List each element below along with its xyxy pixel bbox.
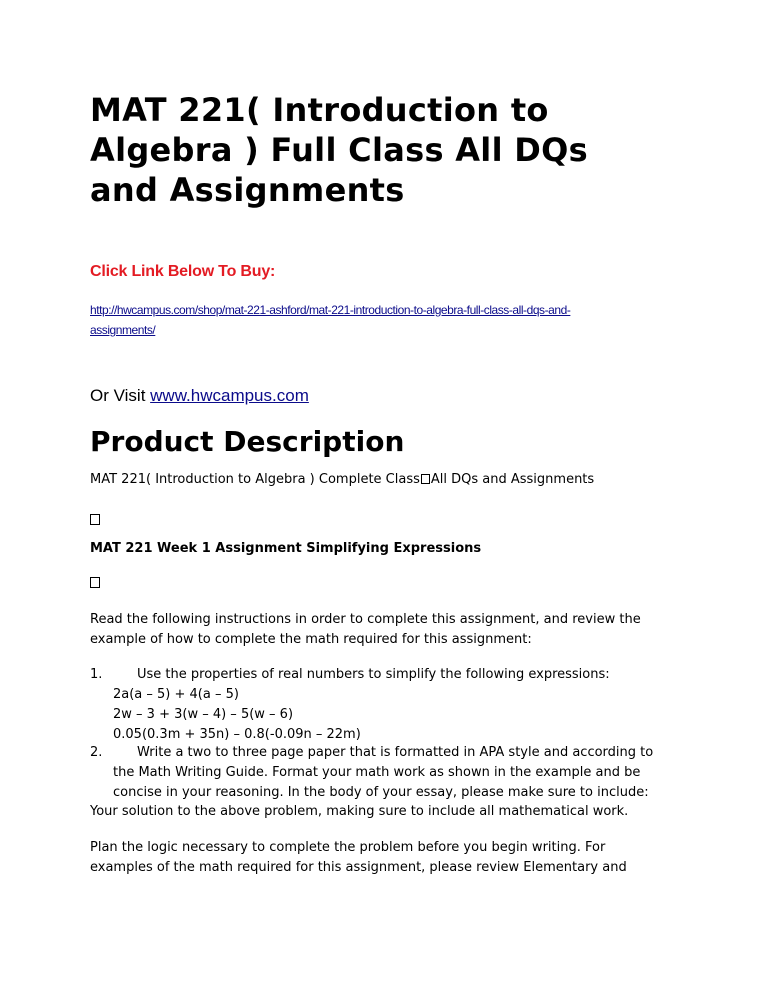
visit-prefix: Or Visit (90, 386, 151, 405)
intro-line: example of how to complete the math required for this assignment: (90, 632, 532, 647)
list-item-continuation: the Math Writing Guide. Format your math work as shown in the example and be (113, 765, 641, 780)
list-item-text: Use the properties of real numbers to simplify the following expressions: (137, 667, 610, 682)
buy-label: Click Link Below To Buy: (90, 263, 276, 280)
title-line: MAT 221( Introduction to (90, 91, 549, 129)
title-line: Algebra ) Full Class All DQs (90, 131, 588, 169)
missing-glyph-box (90, 577, 100, 588)
solution-line: Your solution to the above problem, making sure to include all mathematical work. (90, 804, 629, 819)
visit-link[interactable]: www.hwcampus.com (150, 386, 309, 405)
buy-link-line[interactable]: http://hwcampus.com/shop/mat-221-ashford/mat-221-introduction-to-algebra-full-class-all-dqs-and- (90, 303, 571, 317)
document-title (90, 90, 690, 210)
visit-line (90, 385, 309, 407)
expression-line: 2a(a – 5) + 4(a – 5) (113, 687, 239, 702)
title-line: and Assignments (90, 171, 405, 209)
list-item-text: Write a two to three page paper that is formatted in APA style and according to (137, 745, 654, 760)
missing-glyph-box (90, 514, 100, 525)
closing-line: examples of the math required for this assignment, please review Elementary and (90, 860, 627, 875)
product-line-part: MAT 221( Introduction to Algebra ) Complete Class (90, 472, 420, 487)
missing-glyph-box (421, 474, 430, 484)
product-line-part: All DQs and Assignments (430, 472, 595, 487)
buy-link-line[interactable]: assignments/ (90, 323, 156, 337)
expression-line: 0.05(0.3m + 35n) – 0.8(-0.09n – 22m) (113, 727, 361, 742)
intro-line: Read the following instructions in order to complete this assignment, and review the (90, 612, 641, 627)
buy-link[interactable] (90, 300, 690, 340)
product-line (90, 470, 594, 490)
list-number: 1. (90, 667, 103, 682)
section-heading: Product Description (90, 425, 405, 458)
list-number: 2. (90, 745, 103, 760)
document-page (90, 0, 690, 994)
list-item-continuation: concise in your reasoning. In the body of your essay, please make sure to include: (113, 785, 649, 800)
closing-line: Plan the logic necessary to complete the problem before you begin writing. For (90, 840, 606, 855)
expression-line: 2w – 3 + 3(w – 4) – 5(w – 6) (113, 707, 294, 722)
assignment-title: MAT 221 Week 1 Assignment Simplifying Expressions (90, 541, 482, 556)
